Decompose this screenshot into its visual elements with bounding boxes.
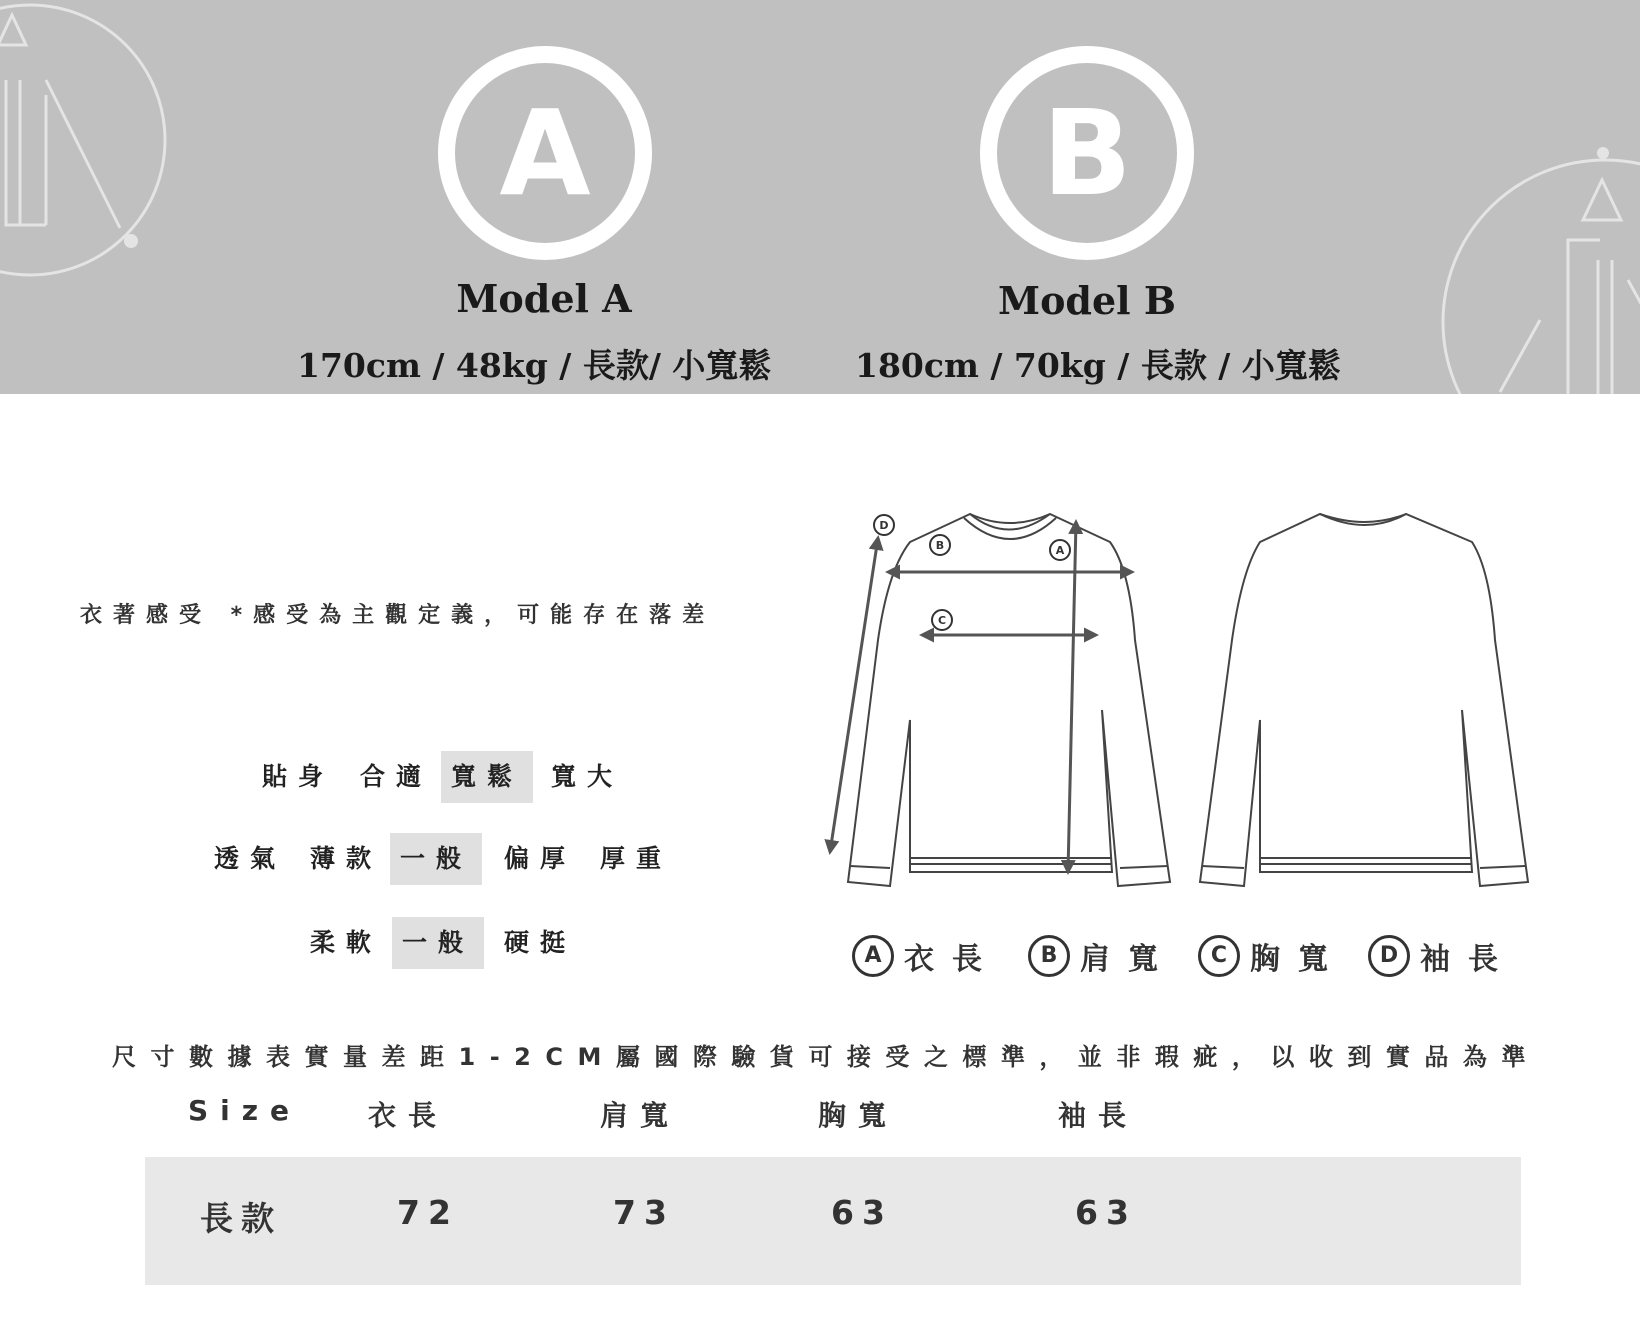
fit-scale bbox=[0, 751, 700, 803]
marker-a: A bbox=[1055, 544, 1065, 557]
fit-option-tight: 貼身 bbox=[261, 762, 334, 791]
value-length: 72 bbox=[397, 1193, 459, 1232]
thickness-option-thin: 薄款 bbox=[309, 844, 382, 873]
model-a-badge-letter: A bbox=[499, 84, 591, 222]
value-shoulder: 73 bbox=[613, 1193, 675, 1232]
header-shoulder: 肩寬 bbox=[600, 1099, 681, 1132]
marker-b: B bbox=[935, 539, 945, 552]
legend-badge-a: A bbox=[852, 935, 894, 977]
model-a-name: Model A bbox=[456, 276, 632, 321]
legend-label-chest: 胸寬 bbox=[1250, 942, 1346, 977]
softness-option-stiff: 硬挺 bbox=[503, 928, 576, 957]
legend-item-length bbox=[852, 934, 1000, 978]
softness-label: 柔軟 bbox=[309, 928, 382, 957]
body-length-arrow bbox=[1068, 522, 1076, 872]
legend-badge-c: C bbox=[1198, 935, 1240, 977]
softness-option-normal-selected: 一般 bbox=[392, 917, 484, 969]
model-a-badge bbox=[438, 46, 652, 260]
legend-badge-b: B bbox=[1028, 935, 1070, 977]
row-size-label: 長款 bbox=[200, 1199, 282, 1238]
feel-title: 衣著感受 *感受為主觀定義，可能存在落差 bbox=[80, 603, 716, 628]
fit-option-loose-selected: 寬鬆 bbox=[441, 751, 533, 803]
legend-item-sleeve bbox=[1368, 934, 1516, 978]
value-chest: 63 bbox=[831, 1193, 893, 1232]
thickness-option-thick: 偏厚 bbox=[503, 844, 576, 873]
softness-scale bbox=[0, 917, 700, 969]
garment-measurement-diagram bbox=[760, 420, 1600, 960]
models-banner bbox=[0, 0, 1640, 394]
model-a-stats: 170cm / 48kg / 長款/ 小寬鬆 bbox=[297, 346, 772, 385]
watermark-dot-right bbox=[1597, 147, 1609, 159]
model-b-badge-letter: B bbox=[1042, 84, 1132, 222]
watermark-dot-left bbox=[124, 234, 138, 248]
thickness-option-normal-selected: 一般 bbox=[390, 833, 482, 885]
legend-item-shoulder bbox=[1028, 934, 1176, 978]
legend-label-shoulder: 肩寬 bbox=[1080, 942, 1176, 977]
legend-item-chest bbox=[1198, 934, 1346, 978]
brand-watermark-decoration bbox=[0, 0, 1640, 394]
value-sleeve: 63 bbox=[1075, 1193, 1137, 1232]
header-size: Size bbox=[188, 1094, 302, 1127]
sweater-front-outline bbox=[848, 514, 1170, 886]
legend-label-length: 衣長 bbox=[904, 942, 1000, 977]
table-row bbox=[145, 1157, 1521, 1285]
thickness-label: 透氣 bbox=[213, 844, 286, 873]
fit-option-regular: 合適 bbox=[359, 762, 432, 791]
fit-option-oversized: 寬大 bbox=[550, 762, 623, 791]
marker-c: C bbox=[937, 614, 947, 627]
legend-badge-d: D bbox=[1368, 935, 1410, 977]
header-length: 衣長 bbox=[368, 1099, 449, 1132]
size-tolerance-note: 尺寸數據表實量差距1-2CM屬國際驗貨可接受之標準，並非瑕疵，以收到實品為準 bbox=[112, 1043, 1540, 1071]
marker-d: D bbox=[879, 519, 889, 532]
header-chest: 胸寬 bbox=[818, 1099, 899, 1132]
thickness-scale bbox=[0, 833, 700, 885]
model-b-name: Model B bbox=[998, 278, 1176, 323]
thickness-option-heavy: 厚重 bbox=[599, 844, 672, 873]
model-b-stats: 180cm / 70kg / 長款 / 小寬鬆 bbox=[855, 346, 1341, 385]
header-sleeve: 袖長 bbox=[1058, 1099, 1139, 1132]
legend-label-sleeve: 袖長 bbox=[1420, 942, 1516, 977]
model-b-badge bbox=[980, 46, 1194, 260]
sweater-back-outline bbox=[1200, 514, 1528, 886]
